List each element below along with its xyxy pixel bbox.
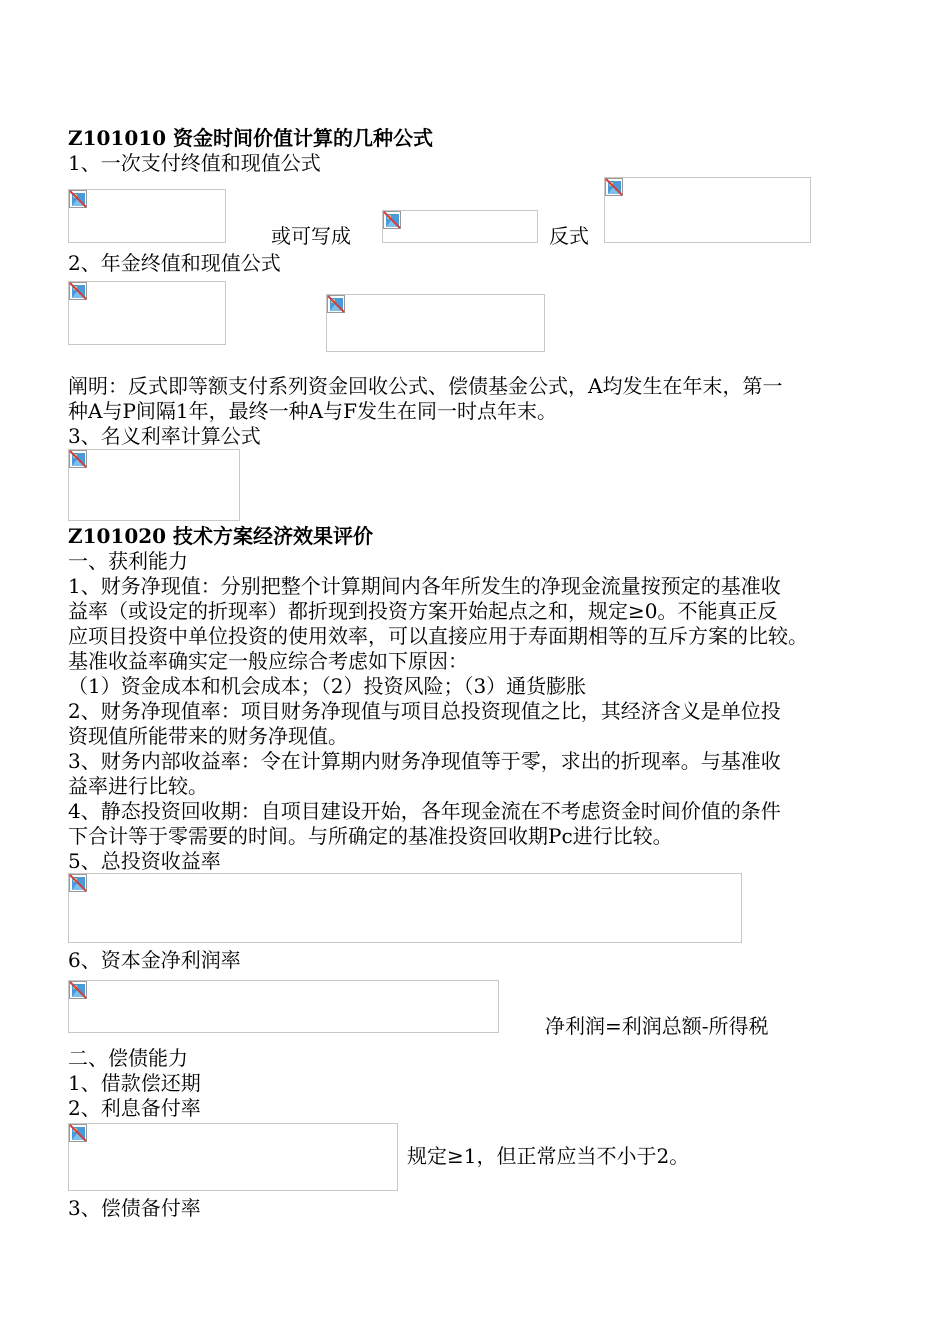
formula-image-alternate	[382, 210, 538, 243]
formula-title-single-payment: 1、一次支付终值和现值公式	[68, 151, 321, 175]
paragraph-line: 3、财务内部收益率：令在计算期内财务净现值等于零，求出的折现率。与基准收	[68, 749, 781, 773]
subsection-profitability: 一、获利能力	[68, 549, 188, 573]
paragraph-line: 2、财务净现值率：项目财务净现值与项目总投资现值之比，其经济含义是单位投	[68, 699, 781, 723]
paragraph-line: 1、财务净现值：分别把整个计算期间内各年所发生的净现金流量按预定的基准收	[68, 574, 781, 598]
formula-title-debt-service-coverage: 3、偿债备付率	[68, 1196, 201, 1220]
paragraph-line: 下合计等于零需要的时间。与所确定的基准投资回收期Pc进行比较。	[68, 824, 673, 848]
paragraph-line: 资现值所能带来的财务净现值。	[68, 724, 348, 748]
formula-image-single-payment	[68, 189, 226, 243]
note-line: 种A与P间隔1年，最终一种A与F发生在同一时点年末。	[68, 399, 557, 423]
paragraph-line: 应项目投资中单位投资的使用效率，可以直接应用于寿面期相等的互斥方案的比较。	[68, 624, 808, 648]
section-heading-1: Z101010 资金时间价值计算的几种公式	[68, 126, 434, 150]
or-write-label: 或可写成	[271, 224, 351, 248]
broken-image-icon	[69, 981, 87, 999]
formula-title-repayment: 1、借款偿还期	[68, 1071, 201, 1095]
net-profit-formula: 净利润=利润总额-所得税	[545, 1014, 769, 1038]
formula-image-roi	[68, 873, 742, 943]
formula-image-annuity-pv	[326, 294, 545, 352]
broken-image-icon	[605, 178, 623, 196]
formula-title-interest-coverage: 2、利息备付率	[68, 1096, 201, 1120]
note-line: 阐明：反式即等额支付系列资金回收公式、偿债基金公式，A均发生在年末，第一	[68, 374, 783, 398]
broken-image-icon	[69, 190, 87, 208]
formula-title-nominal-rate: 3、名义利率计算公式	[68, 424, 261, 448]
formula-image-annuity-fv	[68, 281, 226, 345]
formula-title-roi: 5、总投资收益率	[68, 849, 221, 873]
formula-image-roe	[68, 980, 499, 1033]
broken-image-icon	[69, 1124, 87, 1142]
interest-coverage-note: 规定≥1，但正常应当不小于2。	[407, 1144, 690, 1168]
broken-image-icon	[69, 282, 87, 300]
paragraph-line: 益率（或设定的折现率）都折现到投资方案开始起点之和，规定≥0。不能真正反	[68, 599, 778, 623]
broken-image-icon	[327, 295, 345, 313]
formula-image-nominal-rate	[68, 449, 240, 521]
section-heading-2: Z101020 技术方案经济效果评价	[68, 524, 374, 548]
formula-image-interest-coverage	[68, 1123, 398, 1191]
paragraph-line: （1）资金成本和机会成本；（2）投资风险；（3）通货膨胀	[68, 674, 587, 698]
broken-image-icon	[383, 211, 401, 229]
paragraph-line: 基准收益率确实定一般应综合考虑如下原因：	[68, 649, 468, 673]
broken-image-icon	[69, 450, 87, 468]
paragraph-line: 4、静态投资回收期：自项目建设开始，各年现金流在不考虑资金时间价值的条件	[68, 799, 781, 823]
formula-title-annuity: 2、年金终值和现值公式	[68, 251, 281, 275]
inverse-label: 反式	[549, 224, 589, 248]
formula-image-inverse	[604, 177, 811, 243]
subsection-solvency: 二、偿债能力	[68, 1046, 188, 1070]
formula-title-roe: 6、资本金净利润率	[68, 948, 241, 972]
paragraph-line: 益率进行比较。	[68, 774, 208, 798]
broken-image-icon	[69, 874, 87, 892]
